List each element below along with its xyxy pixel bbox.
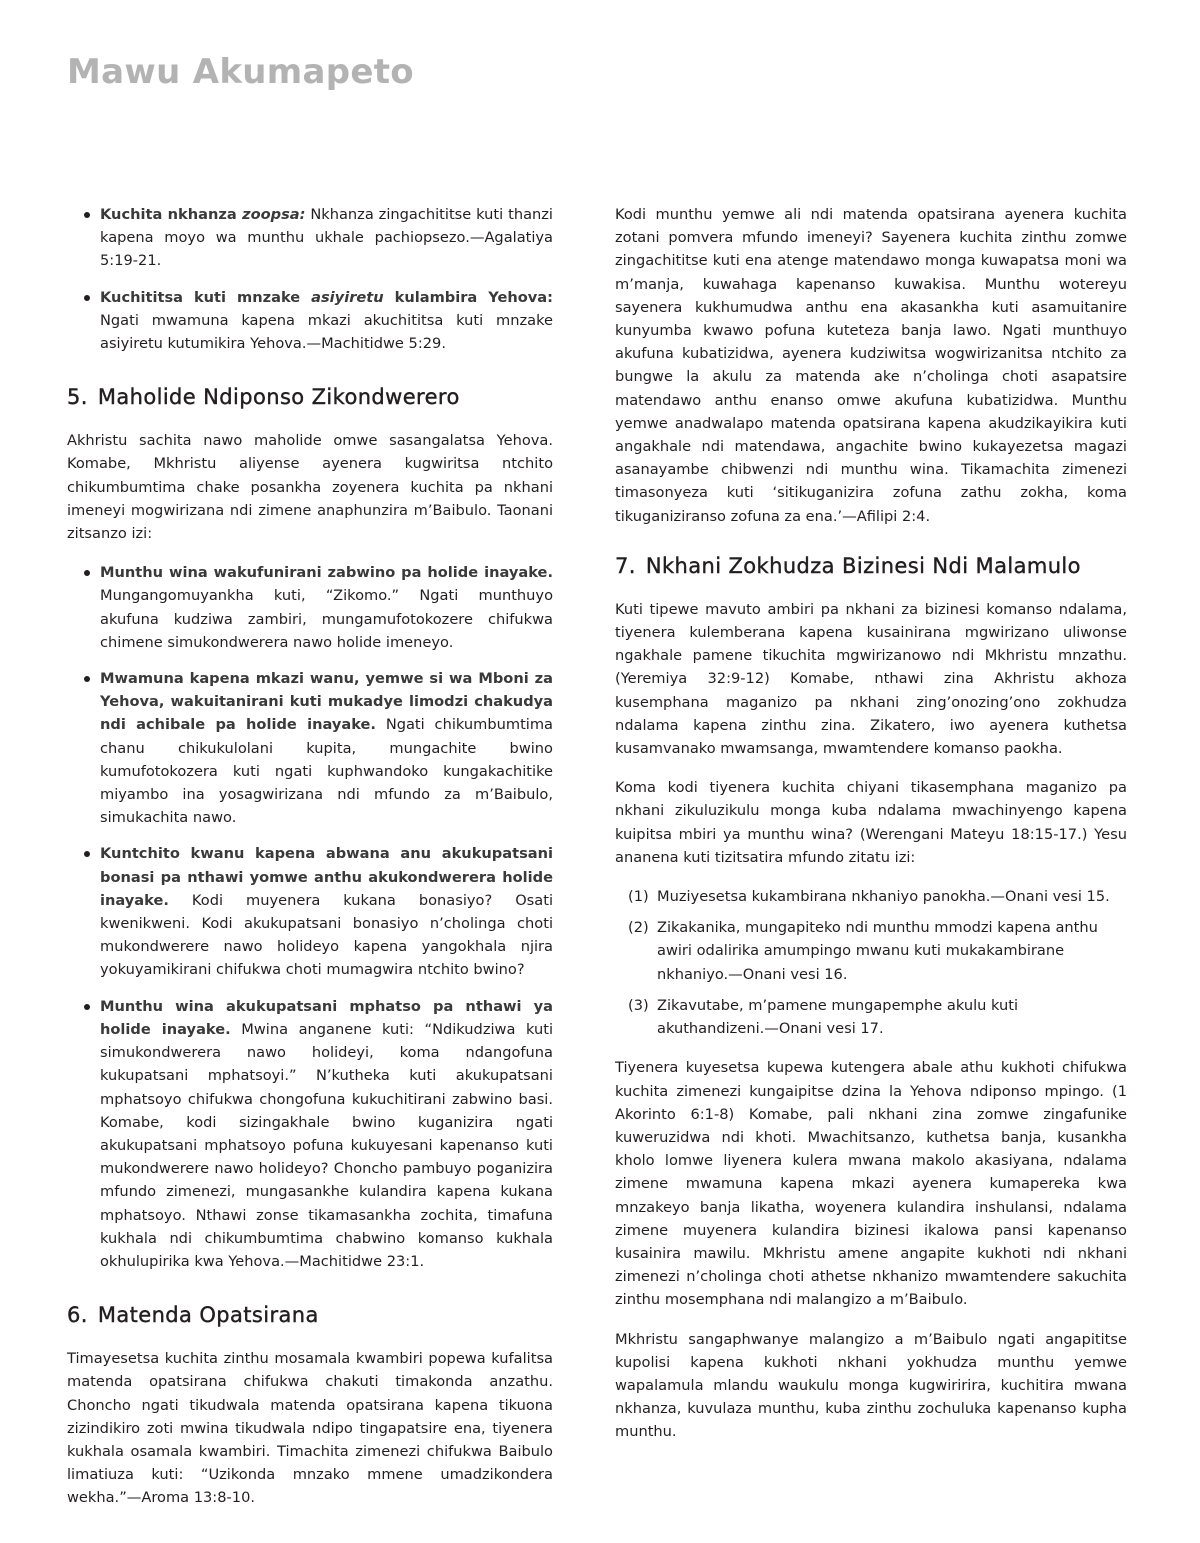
section-7-paragraph-3: Tiyenera kuyesetsa kupewa kutengera abale athu kukhoti chifukwa kuchita zimenezi kungaipitse dzina la Yehova ndiponso mpingo. (1 Akorinto 6:1-8) Komabe, pali nkhani zina zomwe zingafunike kuweruzidwa ndi khoti. Mwachitsanzo, kuthetsa banja, kusankha kholo lomwe liyenera kulera mwana makolo akasiyana, ndalama zimene mwamuna kapena mkazi ayenera kumapereka kwa mnzakeyo banja likatha, woyenera kulandira inshulansi, ndalama zimene muyenera kulandira bizinesi ikalowa pansi kapenanso kusainira mawilu. Mkhristu amene angapite kukhoti ndi nkhani zimenezi n’cholinga choti athetse nkhanizo mwamtendere sakuchita zinthu mosemphana ndi malangizo a m’Baibulo. xyxy=(615,1059,1127,1309)
bullet-icon xyxy=(84,676,90,682)
section-7-steps-list xyxy=(615,885,1127,1040)
step-text: Zikavutabe, m’pamene mungapemphe akulu kuti akuthandizeni.—Onani vesi 17. xyxy=(657,996,1019,1038)
bullet-text: Ngati mwamuna kapena mkazi akuchititsa kuti mnzake asiyiretu kutumikira Yehova.—Machitidwe 5:29. xyxy=(100,311,553,353)
step-text: Zikakanika, mungapiteko ndi munthu mmodzi kapena anthu awiri odalirika amumpingo mwanu kuti mukakambirane nkhaniyo.—Onani vesi 16. xyxy=(657,919,1098,983)
bullet-text: Ngati chikumbumtima chanu chikukulolani kupita, mungachite bwino kumufotokozera kuti ngati kuphwandoko kungakachitike miyambo ina yosagwirizana ndi mfundo za m’Baibulo, simukachita nawo. xyxy=(100,716,554,827)
intro-bullet-list xyxy=(67,203,553,355)
section-6-paragraph: Timayesetsa kuchita zinthu mosamala kwambiri popewa kufalitsa matenda opatsirana chifukwa chakuti timakonda anzathu. Choncho ngati tikudwala matenda opatsirana kapena tikuona zizindikiro zoti mwina tikudwala ndipo tingapatsire ena, tiyenera kukhala osamala kwambiri. Timachita zimenezi chifukwa Baibulo limatiuza kuti: “Uzikonda mnzako mmene umadzikondera wekha.”—Aroma 13:8-10. xyxy=(67,1350,553,1507)
list-item xyxy=(615,885,1127,908)
bullet-icon xyxy=(84,212,90,218)
running-head: Mawu Akumapeto xyxy=(67,52,414,92)
list-item xyxy=(67,995,553,1273)
list-item xyxy=(67,286,553,356)
bullet-icon xyxy=(84,295,90,301)
bullet-icon xyxy=(84,851,90,857)
bullet-text: Mungangomuyankha kuti, “Zikomo.” Ngati munthuyo akufuna kudziwa zambiri, mungamufotokozere chifukwa chimene simukondwerera nawo holide imeneyo. xyxy=(100,587,553,651)
list-item xyxy=(67,561,553,654)
step-text: Muziyesetsa kukambirana nkhaniyo panokha.—Onani vesi 15. xyxy=(657,888,1110,906)
bullet-lead: Munthu wina wakufunirani zabwino pa holide inayake. xyxy=(100,564,553,582)
bullet-lead: Mwamuna kapena mkazi wanu, yemwe si wa Mboni za Yehova, wakuitanirani kuti mukadye limodzi chakudya ndi achibale pa holide inayake. xyxy=(100,670,553,734)
list-item xyxy=(615,994,1127,1040)
bullet-text: Kodi muyenera kukana bonasiyo? Osati kwenikweni. Kodi akukupatsani bonasiyo n’cholinga choti mukondwerere nawo holideyo kapena yangokhala njira yokuyamikirani chifukwa choti mumagwira ntchito bwino? xyxy=(100,891,553,979)
section-7-heading: 7. Nkhani Zokhudza Bizinesi Ndi Malamulo xyxy=(615,553,1081,578)
bullet-lead: Kuchita nkhanza zoopsa: xyxy=(100,206,306,223)
section-6-continued-paragraph: Kodi munthu yemwe ali ndi matenda opatsirana ayenera kuchita zotani pomvera mfundo imeneyi? Sayenera kuchita zinthu zomwe zingachititse kuti ena atenge matendawo monga kuwapatsa moni wa m’manja, kuwahaga kapenanso kuwakisa. Munthu wotereyu sayenera kukhumudwa anthu ena akasankha kuti asamuitanire kunyumba kwawo pofuna kuteteza banja lawo. Ngati munthuyo akufuna kubatizidwa, ayenera kudziwitsa wogwirizanitsa ntchito za bungwe la akulu za matenda ake n’cholinga choti asapatsire matendawo anthu enanso omwe akufuna kubatizidwa. Munthu yemwe anadwalapo matenda opatsirana kapena akudzikayikira kuti angakhale ndi matendawa, angachite bwino kukayezetsa magazi asanayambe chibwenzi ndi munthu wina. Tikamachita zimenezi timasonyeza kuti ‘sitikuganizira zofuna zathu zokha, koma tikuganiziranso zofuna za ena.’—Afilipi 2:4. xyxy=(615,206,1127,525)
step-number: (3) xyxy=(628,996,649,1014)
list-item xyxy=(615,916,1127,986)
left-column xyxy=(67,203,553,1526)
right-column xyxy=(615,203,1127,1460)
step-number: (2) xyxy=(628,919,649,937)
list-item xyxy=(67,203,553,273)
bullet-icon xyxy=(84,570,90,576)
list-item xyxy=(67,667,553,829)
section-7-paragraph-2: Koma kodi tiyenera kuchita chiyani tikasemphana maganizo pa nkhani zikuluzikulu monga kuba ndalama mwachinyengo kapena kuipitsa mbiri ya munthu wina? (Werengani Mateyu 18:15-17.) Yesu ananena kuti tizitsatira mfundo zitatu izi: xyxy=(615,779,1127,866)
list-item xyxy=(67,842,553,981)
section-6-heading: 6. Matenda Opatsirana xyxy=(67,1303,319,1328)
step-number: (1) xyxy=(628,888,649,906)
section-5-intro: Akhristu sachita nawo maholide omwe sasangalatsa Yehova. Komabe, Mkhristu aliyense ayenera kugwiritsa ntchito chikumbumtima chake posankha zoyenera kuchita pa nkhani imeneyi mogwirizana ndi zimene anaphunzira m’Baibulo. Taonani zitsanzo izi: xyxy=(67,432,553,543)
section-5-bullet-list xyxy=(67,561,553,1273)
bullet-lead: Kuchititsa kuti mnzake asiyiretu kulambira Yehova: xyxy=(100,288,553,306)
bullet-text: Nkhanza zingachititse kuti thanzi kapena moyo wa munthu ukhale pachiopsezo.—Agalatiya 5:19-21. xyxy=(100,206,553,270)
section-7-paragraph-4: Mkhristu sangaphwanye malangizo a m’Baibulo ngati angapititse kupolisi kapena kukhoti nkhani yokhudza munthu yemwe wapalamula mlandu waukulu monga kugwiririra, kuchitira mwana nkhanza, kuvulaza munthu, kuba zinthu zochuluka kapenanso kupha munthu. xyxy=(615,1330,1127,1441)
section-5-heading: 5. Maholide Ndiponso Zikondwerero xyxy=(67,385,460,410)
bullet-lead: Kuntchito kwanu kapena abwana anu akukupatsani bonasi pa nthawi yomwe anthu akukondwerera holide inayake. xyxy=(100,845,553,909)
bullet-lead: Munthu wina akukupatsani mphatso pa nthawi ya holide inayake. xyxy=(100,997,553,1038)
bullet-text: Mwina anganene kuti: “Ndikudziwa kuti simukondwerera nawo holideyi, koma ndangofuna kukupatsani mphatsoyi.” N’kutheka kuti akukupatsani mphatsoyo chifukwa chongofuna kukuchitirani zabwino basi. Komabe, kodi sizingakhale bwino kuganizira ngati akukupatsani mphatsoyo pofuna kukuyesani kapenanso kuti mukondwerere nawo holideyo? Choncho pambuyo poganizira mfundo zimenezi, mungasankhe kulandira kapena kukana mphatsoyo. Nthawi zonse tikamasankha zochita, timafuna kukhala ndi chikumbumtima chabwino komanso kukhala okhulupirika kwa Yehova.—Machitidwe 23:1. xyxy=(100,1020,553,1270)
bullet-icon xyxy=(84,1004,90,1010)
section-7-paragraph-1: Kuti tipewe mavuto ambiri pa nkhani za bizinesi komanso ndalama, tiyenera kulemberana kapena kusainirana mgwirizano uliwonse ngakhale pamene tikuchita mgwirizanowo ndi Mkhristu mnzathu. (Yeremiya 32:9-12) Komabe, nthawi zina Akhristu akhoza kusemphana maganizo pa nkhani zing’onozing’ono zokhudza ndalama kapena zinthu zina. Zikatero, iwo ayenera kuthetsa kusamvanako mwamsanga, mwamtendere komanso paokha. xyxy=(615,600,1127,758)
